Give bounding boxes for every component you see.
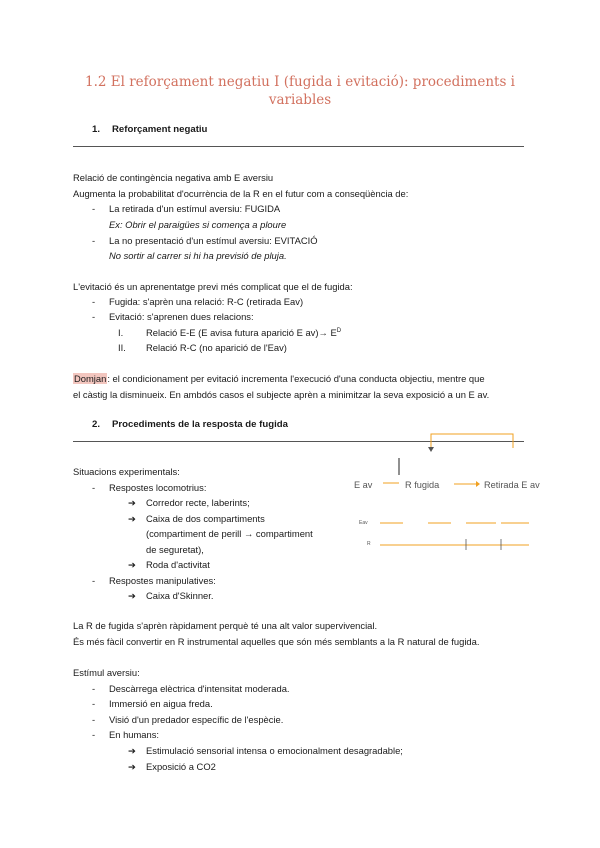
arrow-bullet-icon: ➔ bbox=[128, 590, 136, 601]
roman-numeral: II. bbox=[118, 342, 126, 353]
list-item: Exposició a CO2 bbox=[146, 761, 216, 772]
roman-numeral: I. bbox=[118, 327, 124, 338]
arrow-bullet-icon: ➔ bbox=[128, 745, 136, 756]
evitacio-intro: L'evitació és un aprenentatge previ més complicat que el de fugida: bbox=[73, 281, 353, 292]
bullet-fugida: La retirada d'un estímul aversiu: FUGIDA bbox=[109, 203, 281, 214]
list-item: Fugida: s'aprèn una relació: R-C (retirada Eav) bbox=[109, 296, 304, 307]
bullet-dash: - bbox=[92, 698, 96, 709]
section-1-rule bbox=[73, 146, 524, 147]
domjan-paragraph bbox=[73, 373, 485, 384]
page-title: 1.2 El reforçament negatiu I (fugida i evitació): procediments i variables bbox=[85, 74, 515, 108]
relacio-e-e bbox=[146, 327, 341, 338]
arrow-bullet-icon: ➔ bbox=[128, 513, 136, 524]
list-item: Visió d'un predador específic de l'espècie. bbox=[109, 714, 284, 725]
bullet-dash: - bbox=[92, 235, 96, 246]
bullet-dash: - bbox=[92, 296, 96, 307]
bullet-dash: - bbox=[92, 683, 96, 694]
domjan-highlight: Domjan bbox=[74, 373, 107, 384]
list-item: Descàrrega elèctrica d'intensitat moderada. bbox=[109, 683, 290, 694]
list-item: En humans: bbox=[109, 729, 160, 740]
list-item: Roda d'activitat bbox=[146, 559, 210, 570]
section-2-heading: Procediments de la resposta de fugida bbox=[112, 419, 288, 430]
bracket-line bbox=[431, 434, 513, 451]
timeline-label-r: R bbox=[367, 541, 371, 547]
respostes-manipulatives: Respostes manipulatives: bbox=[109, 575, 216, 586]
superscript: D bbox=[336, 327, 342, 334]
bullet-dash: - bbox=[92, 203, 96, 214]
paragraph-1: La R de fugida s'aprèn ràpidament perquè té una alt valor supervivencial. bbox=[73, 620, 378, 631]
paragraph-2: És més fàcil convertir en R instrumental aquelles que són més semblants a la R natural de fugida. bbox=[73, 636, 480, 647]
bullet-dash: - bbox=[92, 311, 96, 322]
estimul-aversiu-label: Estímul aversiu: bbox=[73, 667, 140, 678]
list-item: Immersió en aigua freda. bbox=[109, 698, 213, 709]
relacio-r-c: Relació R-C (no aparició de l'Eav) bbox=[146, 342, 287, 353]
bullet-dash: - bbox=[92, 482, 96, 493]
probability-line: Augmenta la probabilitat d'ocurrència de la R en el futur com a conseqüència de: bbox=[73, 188, 409, 199]
bullet-evitacio: La no presentació d'un estímul aversiu: EVITACIÓ bbox=[109, 235, 318, 246]
relacio-arrow: → E bbox=[318, 327, 337, 338]
escape-diagram bbox=[340, 428, 555, 558]
list-item: Evitació: s'aprenen dues relacions: bbox=[109, 311, 254, 322]
list-item: Caixa d'Skinner. bbox=[146, 590, 214, 601]
example-evitacio: No sortir al carrer si hi ha previsió de pluja. bbox=[109, 250, 287, 261]
section-2-number: 2. bbox=[92, 419, 101, 430]
arrow-bullet-icon: ➔ bbox=[128, 559, 136, 570]
bullet-dash: - bbox=[92, 575, 96, 586]
list-item: de seguretat), bbox=[146, 544, 204, 555]
list-item: Caixa de dos compartiments bbox=[146, 513, 265, 524]
arrow-head-icon bbox=[428, 447, 434, 452]
respostes-locomotrius: Respostes locomotrius: bbox=[109, 482, 207, 493]
domjan-paragraph-line2: el càstig la disminueix. En ambdós casos el subjecte aprèn a minimitzar la seva exposició a un E av. bbox=[73, 389, 490, 400]
list-item: Estimulació sensorial intensa o emocionalment desagradable; bbox=[146, 745, 403, 756]
section-1-number: 1. bbox=[92, 124, 101, 135]
arrow-head-icon bbox=[476, 481, 480, 487]
diagram-label-e-av: E av bbox=[354, 480, 373, 490]
bullet-dash: - bbox=[92, 729, 96, 740]
timeline-label-eav: Eav bbox=[359, 520, 368, 526]
relacio-text: Relació E-E (E avisa futura aparició E av) bbox=[146, 327, 319, 338]
domjan-text: : el condicionament per evitació incrementa l'execució d'una conducta objectiu, mentre que bbox=[107, 373, 485, 384]
diagram-label-r-fugida: R fugida bbox=[405, 480, 440, 490]
list-item: Corredor recte, laberints; bbox=[146, 497, 250, 508]
contingency-line: Relació de contingència negativa amb E aversiu bbox=[73, 172, 274, 183]
list-item: (compartiment de perill → compartiment bbox=[146, 528, 313, 539]
section-1-heading: Reforçament negatiu bbox=[112, 124, 208, 135]
bullet-dash: - bbox=[92, 714, 96, 725]
situacions-label: Situacions experimentals: bbox=[73, 466, 180, 477]
arrow-bullet-icon: ➔ bbox=[128, 497, 136, 508]
arrow-bullet-icon: ➔ bbox=[128, 761, 136, 772]
diagram-label-retirada: Retirada E av bbox=[484, 480, 540, 490]
example-fugida: Ex: Obrir el paraigües si comença a ploure bbox=[109, 219, 287, 230]
